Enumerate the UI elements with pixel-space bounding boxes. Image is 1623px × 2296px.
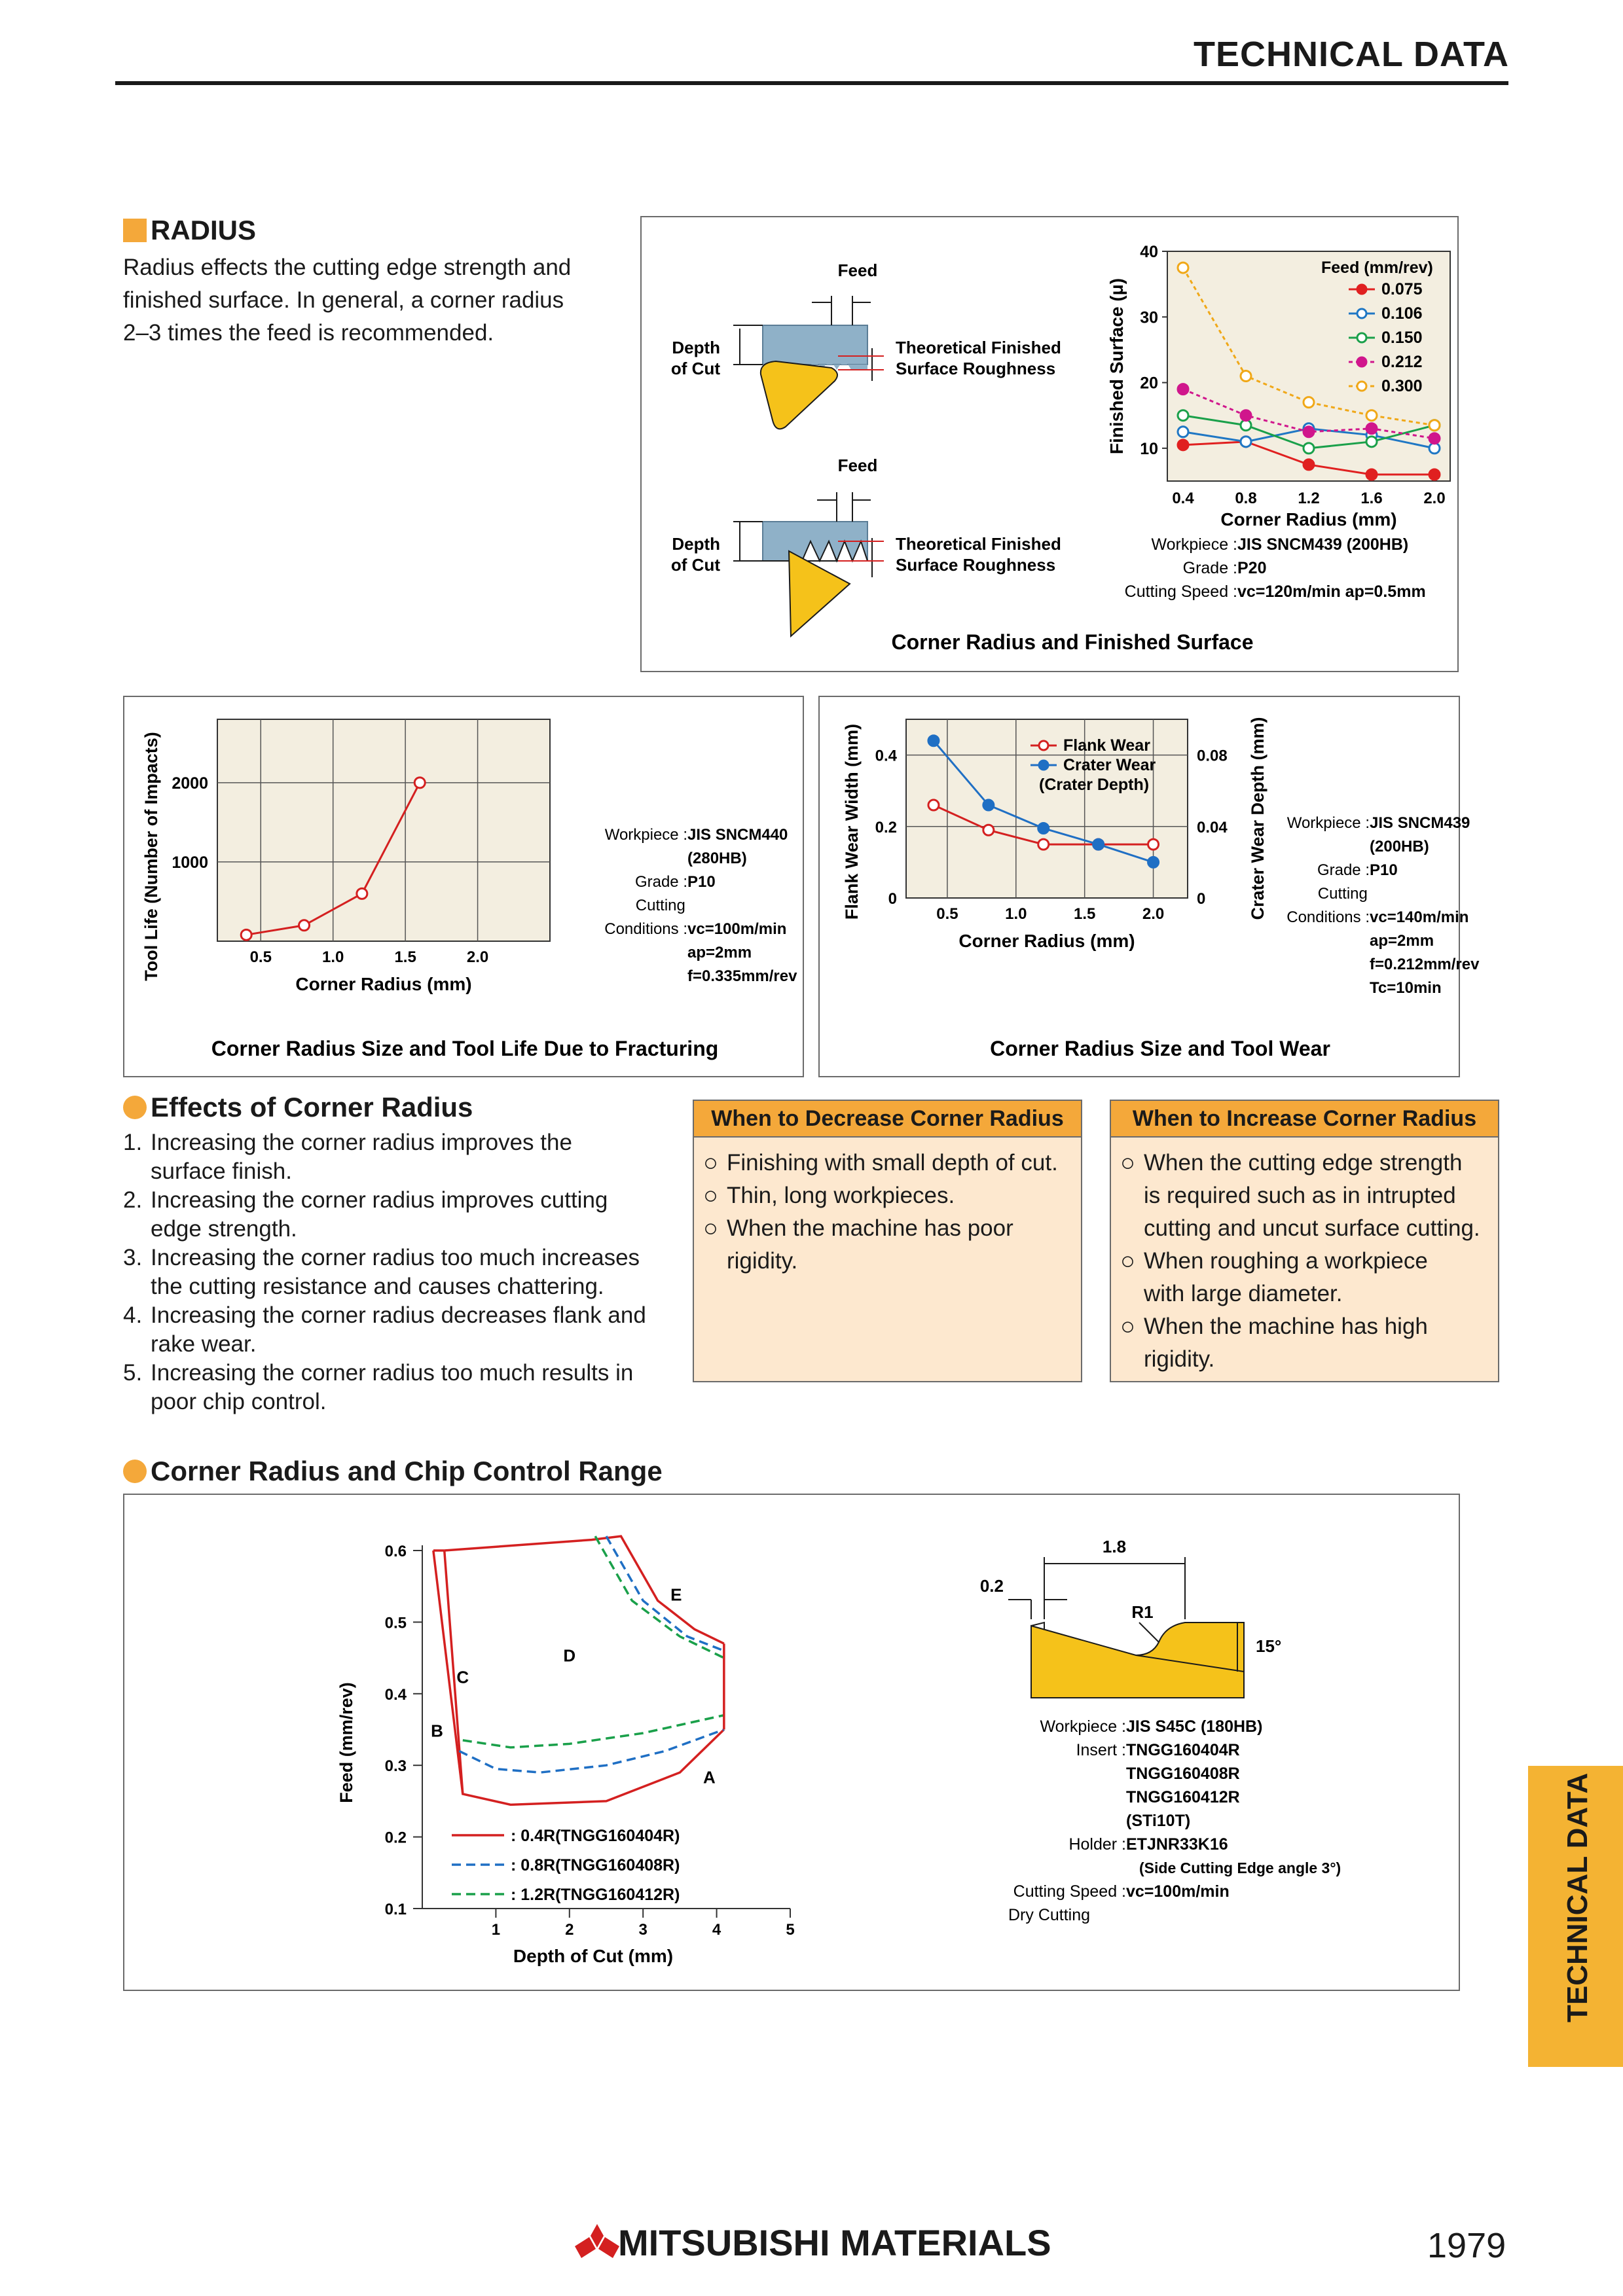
wear-condition-label: Grade : [1317, 861, 1370, 879]
circle-bullet-icon: ○ [1120, 1247, 1135, 1275]
wear-condition-value: JIS SNCM439 [1370, 814, 1470, 832]
radius-r1: R1 [1131, 1602, 1154, 1622]
legend-marker [1357, 357, 1366, 367]
y2-tick-label: 0 [1197, 890, 1206, 908]
finish-condition-value: vc=120m/min ap=0.5mm [1237, 583, 1426, 601]
data-point [1093, 839, 1104, 850]
data-point [1148, 839, 1159, 850]
data-point [1241, 371, 1251, 382]
tool-life-caption: Corner Radius Size and Tool Life Due to Fracturing [211, 1037, 719, 1060]
effect-item [123, 1244, 686, 1301]
circle-bullet-icon: ○ [703, 1215, 718, 1242]
chip-condition-label: Dry Cutting [1008, 1906, 1091, 1924]
range-boundary-upper [445, 1536, 724, 1643]
y-axis-label: Flank Wear Width (mm) [842, 723, 862, 920]
data-point [1178, 384, 1188, 395]
circle-bullet-icon: ○ [703, 1182, 718, 1210]
data-point [241, 929, 251, 940]
y2-tick-label: 0.08 [1197, 747, 1228, 765]
data-point [1304, 397, 1314, 408]
tool-wear-panel [818, 696, 1480, 1077]
x-tick-label: 1.2 [1298, 490, 1320, 507]
legend-marker [1357, 285, 1366, 294]
data-point [1366, 469, 1377, 480]
decrease-item [703, 1179, 1072, 1212]
page-number: 1979 [1427, 2226, 1506, 2265]
legend-entry: Crater Wear [1063, 756, 1156, 774]
legend-marker [1039, 741, 1048, 750]
legend-marker [1357, 333, 1366, 342]
effects-list [123, 1128, 686, 1416]
finished-surface-conditions [1125, 535, 1426, 601]
life-condition-value: f=0.335mm/rev [687, 967, 797, 985]
legend-entry: 0.106 [1381, 304, 1423, 323]
life-condition-value: ap=2mm [687, 944, 752, 961]
life-condition-value: P10 [687, 873, 716, 891]
chip-condition-value: TNGG160412R [1126, 1788, 1240, 1806]
y-tick-label: 0.2 [384, 1829, 407, 1847]
effect-item [123, 1186, 686, 1244]
finish-condition-value: JIS SNCM439 (200HB) [1237, 535, 1409, 554]
radius-description [123, 251, 634, 350]
legend-entry: 0.300 [1381, 377, 1423, 395]
effect-number: 2. [123, 1187, 143, 1213]
chip-condition-value: vc=100m/min [1126, 1882, 1230, 1901]
dim-1-8: 1.8 [1102, 1537, 1127, 1556]
radius-title-text: RADIUS [151, 215, 257, 245]
life-condition-value: JIS SNCM440 [687, 826, 788, 844]
finished-surface-chart [1106, 243, 1450, 529]
data-point [1366, 410, 1377, 421]
wear-condition-value: (200HB) [1370, 838, 1429, 855]
feed-label-top: Feed [837, 260, 878, 280]
data-point [1304, 443, 1314, 454]
region-label-C: C [456, 1667, 469, 1687]
legend-entry-sub: (Crater Depth) [1039, 776, 1150, 794]
data-point [1148, 857, 1159, 867]
data-point [1366, 437, 1377, 447]
region-label-E: E [670, 1585, 682, 1605]
wear-condition-label: Workpiece : [1286, 814, 1370, 832]
effect-text: Increasing the corner radius improves the surface finish. [151, 1130, 572, 1184]
x-tick-label: 1.6 [1360, 490, 1383, 507]
finish-condition-label: Cutting Speed : [1124, 583, 1237, 601]
increase-item [1120, 1245, 1489, 1310]
dim-0-2: 0.2 [979, 1576, 1004, 1596]
effect-text: Increasing the corner radius too much increases the cutting resistance and causes chattering. [151, 1245, 640, 1299]
x-tick-label: 1.5 [1073, 905, 1096, 923]
side-tab-label: TECHNICAL DATA [1561, 1772, 1594, 2022]
data-point [1178, 440, 1188, 450]
chip-condition-value: (Side Cutting Edge angle 3°) [1139, 1859, 1341, 1876]
effect-number: 4. [123, 1302, 143, 1328]
y-axis-label: Feed (mm/rev) [337, 1682, 356, 1803]
data-point [1366, 423, 1377, 434]
y-tick-label: 0.1 [384, 1901, 407, 1918]
increase-item-text: When the machine has high rigidity. [1144, 1314, 1428, 1372]
x-tick-label: 4 [712, 1921, 721, 1939]
effect-text: Increasing the corner radius decreases flank and rake wear. [151, 1302, 646, 1357]
life-condition-label: Grade : [634, 873, 687, 891]
data-point [1038, 823, 1049, 834]
wear-condition-value: f=0.212mm/rev [1370, 956, 1480, 973]
roughness-label-top-2: Surface Roughness [896, 359, 1056, 378]
chip-control-title-text: Corner Radius and Chip Control Range [151, 1456, 663, 1486]
effects-title-text: Effects of Corner Radius [151, 1092, 473, 1122]
effect-text: Increasing the corner radius improves cutting edge strength. [151, 1187, 608, 1242]
legend-entry: 0.150 [1381, 329, 1423, 347]
effects-title [123, 1092, 473, 1123]
decrease-table-title: When to Decrease Corner Radius [694, 1101, 1081, 1138]
legend-entry: Flank Wear [1063, 736, 1150, 755]
y-tick-label: 2000 [172, 774, 208, 793]
y-axis-label: Tool Life (Number of Impacts) [141, 732, 161, 981]
region-label-B: B [431, 1721, 443, 1741]
data-point [928, 736, 939, 746]
decrease-table-body [694, 1138, 1081, 1287]
effect-number: 5. [123, 1360, 143, 1386]
tool-life-figure [124, 697, 803, 1076]
y-tick-label: 40 [1140, 243, 1158, 261]
chip-condition-value: TNGG160408R [1126, 1765, 1240, 1783]
chip-condition-label: Workpiece : [1040, 1717, 1126, 1736]
effect-text: Increasing the corner radius too much results in poor chip control. [151, 1360, 634, 1414]
x-tick-label: 3 [638, 1921, 647, 1939]
x-tick-label: 0.8 [1235, 490, 1257, 507]
increase-item-text: When roughing a workpiece with large diameter. [1144, 1248, 1428, 1306]
finish-condition-value: P20 [1237, 559, 1267, 577]
increase-item [1120, 1147, 1489, 1245]
legend-entry: : 1.2R(TNGG160412R) [511, 1886, 680, 1904]
range-boundary-upper [606, 1536, 724, 1651]
effect-item [123, 1301, 686, 1359]
x-tick-label: 0.5 [936, 905, 958, 923]
circle-bullet-icon: ○ [703, 1149, 718, 1177]
header-rule [115, 81, 1508, 85]
y-tick-label: 0.3 [384, 1757, 407, 1776]
plot-area [217, 719, 550, 941]
x-tick-label: 1.0 [322, 948, 344, 966]
data-point [1429, 433, 1440, 444]
effect-number: 3. [123, 1245, 143, 1270]
chip-condition-value: JIS S45C (180HB) [1126, 1717, 1263, 1736]
y-tick-label: 10 [1140, 439, 1158, 458]
footer-brand-text: MITSUBISHI MATERIALS [618, 2222, 1051, 2263]
range-boundary-upper [595, 1536, 724, 1658]
legend-title: Feed (mm/rev) [1321, 259, 1433, 277]
y-tick-label: 30 [1140, 308, 1158, 327]
y-tick-label: 0.6 [384, 1543, 407, 1560]
x-axis-label: Corner Radius (mm) [1220, 509, 1397, 529]
life-condition-value: vc=100m/min [687, 920, 787, 938]
mitsubishi-diamonds-icon [576, 2223, 618, 2259]
tool-wear-figure [820, 697, 1480, 1076]
roughness-label-top-1: Theoretical Finished [896, 338, 1061, 357]
data-point [983, 800, 994, 810]
data-point [1429, 469, 1440, 480]
tool-life-chart [141, 719, 550, 994]
orange-square-icon [123, 219, 147, 242]
effect-number: 1. [123, 1130, 143, 1155]
roughness-label-bottom-2: Surface Roughness [896, 555, 1056, 575]
footer-brand [576, 2221, 1051, 2264]
wear-condition-value: ap=2mm [1370, 932, 1434, 950]
data-point [928, 800, 939, 810]
data-point [1241, 410, 1251, 421]
chip-condition-label: Insert : [1076, 1741, 1126, 1759]
legend-entry: 0.075 [1381, 280, 1423, 298]
wear-condition-value: P10 [1370, 861, 1398, 879]
increase-item [1120, 1310, 1489, 1376]
finished-surface-figure [642, 217, 1457, 671]
circle-bullet-icon: ○ [1120, 1313, 1135, 1340]
y-tick-label: 0.5 [384, 1614, 407, 1632]
effect-item [123, 1128, 686, 1186]
tool-wear-chart [842, 717, 1267, 951]
data-point [414, 778, 425, 788]
finish-condition-label: Workpiece : [1151, 535, 1237, 554]
y-tick-label: 0.2 [875, 818, 897, 836]
region-label-A: A [702, 1767, 716, 1787]
x-tick-label: 1.5 [394, 948, 416, 966]
wear-condition-label: Cutting [1317, 885, 1368, 903]
chip-control-conditions [1008, 1717, 1341, 1924]
x-tick-label: 1.0 [1005, 905, 1027, 923]
finish-condition-label: Grade : [1182, 559, 1237, 577]
y-tick-label: 1000 [172, 853, 208, 872]
radius-description-line: finished surface. In general, a corner radius [123, 287, 564, 313]
chip-condition-label: Holder : [1068, 1835, 1126, 1854]
data-point [357, 888, 367, 899]
side-tab[interactable] [1528, 1766, 1623, 2067]
legend-marker [1357, 309, 1366, 318]
roughness-label-bottom-1: Theoretical Finished [896, 534, 1061, 554]
page-header-title: TECHNICAL DATA [1194, 35, 1509, 74]
data-point [1038, 839, 1049, 850]
decrease-item-text: Thin, long workpieces. [727, 1183, 955, 1208]
groove-sketch [980, 1537, 1281, 1698]
range-boundary-lower [459, 1730, 724, 1773]
data-point [299, 920, 310, 931]
x-tick-label: 2.0 [1142, 905, 1165, 923]
data-point [1304, 427, 1314, 437]
feed-label-bottom: Feed [837, 456, 878, 475]
depth-label-top-1: Depth [672, 338, 720, 357]
effect-item [123, 1359, 686, 1416]
circle-bullet-icon: ○ [1120, 1149, 1135, 1177]
data-point [983, 825, 994, 835]
angle-15: 15° [1256, 1636, 1282, 1656]
depth-label-bottom-1: Depth [672, 534, 720, 554]
x-tick-label: 0.5 [249, 948, 272, 966]
wear-condition-value: vc=140m/min [1370, 908, 1469, 926]
legend-marker [1039, 761, 1048, 770]
life-condition-value: (280HB) [687, 850, 747, 867]
tool-wear-conditions [1286, 814, 1480, 997]
y2-tick-label: 0.04 [1197, 818, 1228, 836]
wear-condition-label: Conditions : [1286, 908, 1370, 926]
radius-description-line: Radius effects the cutting edge strength and [123, 255, 572, 280]
wear-condition-value: Tc=10min [1370, 979, 1442, 997]
x-tick-label: 2.0 [466, 948, 489, 966]
data-point [1241, 437, 1251, 447]
decrease-item [703, 1212, 1072, 1278]
increase-table-body [1111, 1138, 1498, 1385]
depth-label-top-2: of Cut [670, 359, 720, 378]
increase-table-title: When to Increase Corner Radius [1111, 1101, 1498, 1138]
x-tick-label: 5 [786, 1921, 795, 1939]
y-tick-label: 0.4 [384, 1685, 407, 1704]
y-tick-label: 0 [888, 890, 897, 908]
data-point [1178, 262, 1188, 273]
chip-control-figure [124, 1495, 1459, 1990]
y-tick-label: 0.4 [875, 747, 897, 765]
decrease-item-text: Finishing with small depth of cut. [727, 1150, 1058, 1175]
x-tick-label: 2 [565, 1921, 574, 1939]
x-tick-label: 0.4 [1172, 490, 1194, 507]
data-point [1178, 427, 1188, 437]
legend-entry: : 0.8R(TNGG160408R) [511, 1856, 680, 1874]
life-condition-label: Conditions : [604, 920, 687, 938]
x-axis-label: Depth of Cut (mm) [513, 1946, 674, 1966]
decrease-radius-table [693, 1100, 1082, 1382]
y-tick-label: 20 [1140, 374, 1158, 393]
x-tick-label: 1 [491, 1921, 501, 1939]
chip-condition-label: Cutting Speed : [1013, 1882, 1126, 1901]
chip-control-chart [337, 1536, 795, 1966]
data-point [1178, 410, 1188, 421]
insert-diagram-bottom [671, 456, 1061, 636]
orange-dot-icon [123, 1096, 147, 1119]
life-condition-label: Cutting [635, 897, 685, 914]
insert-diagram-top [671, 260, 1061, 429]
y-axis-label: Finished Surface (μ) [1106, 278, 1127, 455]
increase-radius-table [1110, 1100, 1499, 1382]
legend-entry: : 0.4R(TNGG160404R) [511, 1827, 680, 1845]
chip-control-panel [123, 1494, 1460, 1991]
data-point [1304, 459, 1314, 470]
orange-dot-icon [123, 1460, 147, 1483]
x-axis-label: Corner Radius (mm) [295, 974, 472, 994]
tool-life-panel [123, 696, 804, 1077]
chip-condition-value: ETJNR33K16 [1126, 1835, 1228, 1854]
chip-condition-value: TNGG160404R [1126, 1741, 1240, 1759]
increase-item-text: When the cutting edge strength is required such as in intrupted cutting and uncut surface cutting. [1144, 1150, 1480, 1241]
range-boundary-lower [463, 1715, 724, 1748]
depth-label-bottom-2: of Cut [670, 555, 720, 575]
chip-condition-value: (STi10T) [1126, 1812, 1191, 1830]
finished-surface-caption: Corner Radius and Finished Surface [891, 630, 1254, 654]
legend-entry: 0.212 [1381, 353, 1423, 371]
finished-surface-panel [640, 216, 1459, 672]
x-tick-label: 2.0 [1423, 490, 1446, 507]
tool-wear-caption: Corner Radius Size and Tool Wear [990, 1037, 1330, 1060]
region-label-D: D [563, 1645, 576, 1666]
tool-life-conditions [604, 826, 797, 985]
decrease-item [703, 1147, 1072, 1179]
x-axis-label: Corner Radius (mm) [958, 931, 1135, 951]
life-condition-label: Workpiece : [604, 826, 687, 844]
chip-control-title [123, 1456, 663, 1487]
decrease-item-text: When the machine has poor rigidity. [727, 1215, 1013, 1274]
y2-axis-label: Crater Wear Depth (mm) [1248, 717, 1267, 920]
radius-description-line: 2–3 times the feed is recommended. [123, 320, 494, 346]
legend-marker [1357, 382, 1366, 391]
data-point [1429, 420, 1440, 431]
radius-title [123, 215, 256, 246]
